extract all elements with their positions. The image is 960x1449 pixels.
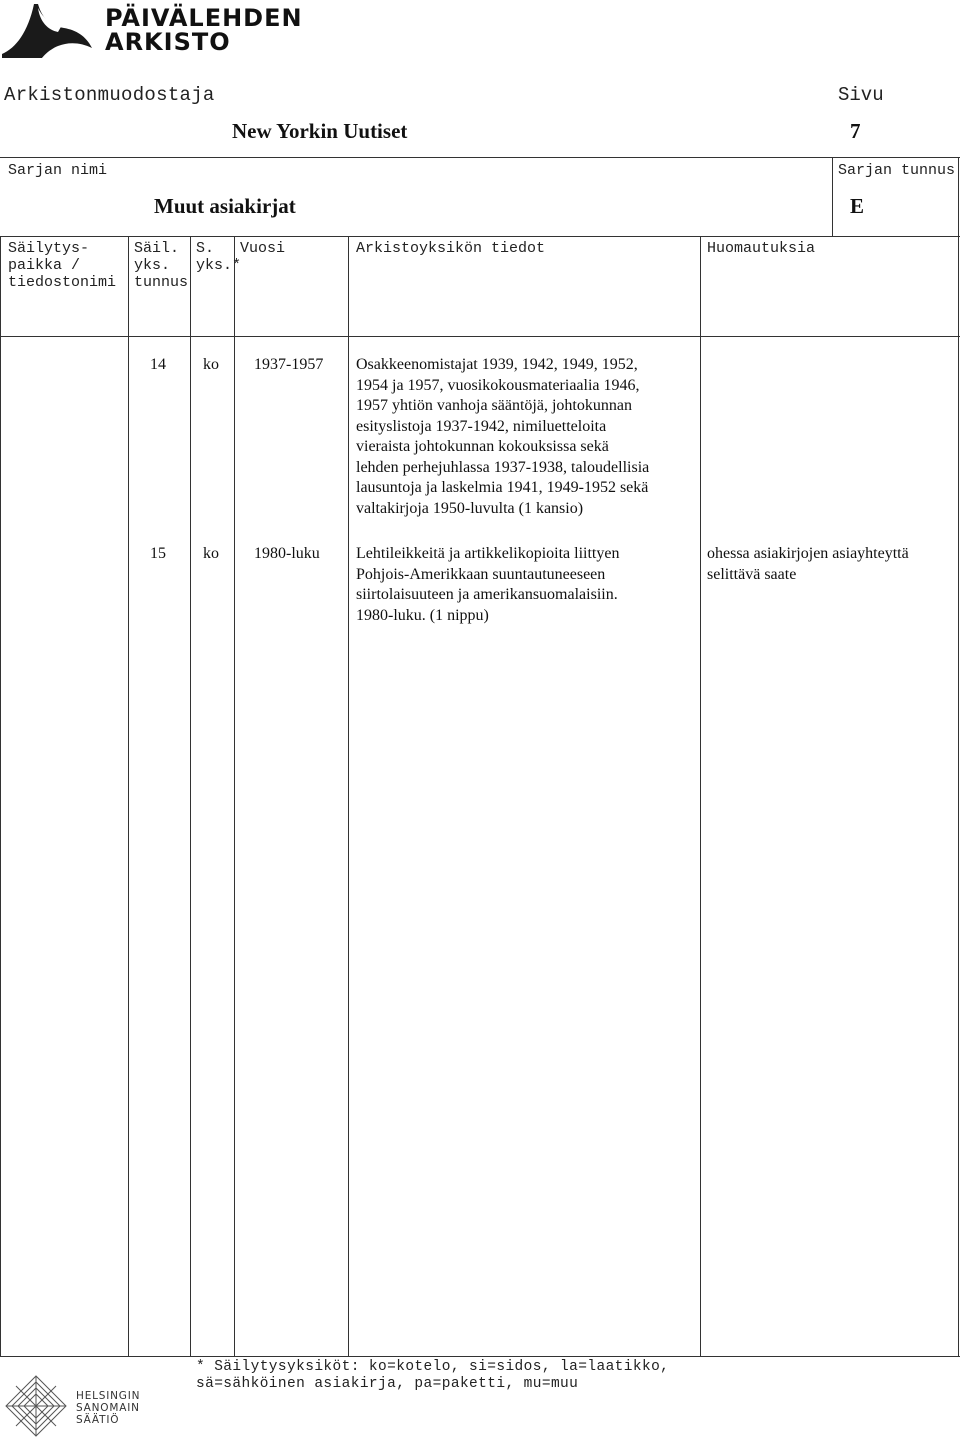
row-2-description-line: Lehtileikkeitä ja artikkelikopioita liittyen [356,545,620,562]
foundation-name: HELSINGIN SANOMAIN SÄÄTIÖ [76,1390,141,1426]
page-number: 7 [850,119,861,143]
page-label: Sivu [838,84,884,106]
row-2-unit-type: ko [203,545,219,562]
row-2-unit-id: 15 [150,545,166,562]
column-divider-3 [190,236,191,1356]
row-1-description-line: esityslistoja 1937-1942, nimiluetteloita [356,417,607,435]
storage-unit-footnote: * Säilytysyksiköt: ko=kotelo, si=sidos, la=laatikko, sä=sähköinen asiakirja, pa=paketti, mu=muu [196,1359,670,1392]
column-header-remarks: Huomautuksia [707,240,816,257]
row-2-description [356,544,701,626]
column-header-bottom-rule [0,336,960,337]
brand-line-1: PÄIVÄLEHDEN [105,4,303,32]
series-code: E [850,194,865,218]
row-2-remarks-line: selittävä saate [707,565,797,583]
column-header-top-rule [0,236,960,237]
paivalehden-arkisto-logo-icon [2,2,94,58]
row-1-year: 1937-1957 [254,356,324,373]
column-header-year: Vuosi [240,240,286,257]
row-2-description-line: 1980-luku. (1 nippu) [356,606,489,624]
row-1-description-line: lehden perhejuhlassa 1937-1938, taloudellisia [356,458,650,476]
series-code-divider [832,157,833,237]
brand-wordmark [105,6,303,54]
column-header-location: Säilytys- paikka / tiedostonimi [8,240,117,291]
row-1-description-line: valtakirjoja 1950-luvulta (1 kansio) [356,499,584,517]
column-divider-4 [234,236,235,1356]
column-divider-7 [958,157,959,1356]
column-header-unit-type: S. yks.* [196,240,242,274]
row-1-description-line: 1954 ja 1957, vuosikokousmateriaalia 1946, [356,376,640,394]
table-bottom-rule [0,1356,960,1357]
row-2-remarks-line: ohessa asiakirjojen asiayhteyttä [707,545,909,562]
column-divider-1 [0,236,1,1356]
archive-title: New Yorkin Uutiset [232,119,408,143]
row-1-unit-type: ko [203,356,219,373]
brand-line-2: ARKISTO [105,28,231,56]
row-1-description-line: Osakkeenomistajat 1939, 1942, 1949, 1952, [356,356,638,373]
form-name-label: Arkistonmuodostaja [4,84,215,106]
row-2-year: 1980-luku [254,545,320,562]
series-name-label: Sarjan nimi [8,162,108,179]
row-2-remarks [707,544,955,585]
row-1-description-line: 1957 yhtiön vanhoja sääntöjä, johtokunnan [356,397,632,414]
row-1-description-line: lausuntoja ja laskelmia 1941, 1949-1952 sekä [356,479,649,496]
series-name: Muut asiakirjat [154,194,296,218]
column-header-unit-id: Säil. yks. tunnus [134,240,189,291]
series-code-label: Sarjan tunnus [838,162,956,179]
column-divider-5 [348,236,349,1356]
helsingin-sanomain-saatio-logo-icon [2,1372,70,1442]
row-2-description-line: siirtolaisuuteen ja amerikansuomalaisiin. [356,586,618,603]
row-2-description-line: Pohjois-Amerikkaan suuntautuneeseen [356,565,606,583]
column-divider-2 [128,236,129,1356]
row-1-unit-id: 14 [150,356,166,373]
row-1-description [356,355,701,519]
row-1-description-line: vieraista johtokunnan kokouksissa sekä [356,438,609,455]
column-header-details: Arkistoyksikön tiedot [356,240,546,257]
series-top-rule [0,157,960,158]
